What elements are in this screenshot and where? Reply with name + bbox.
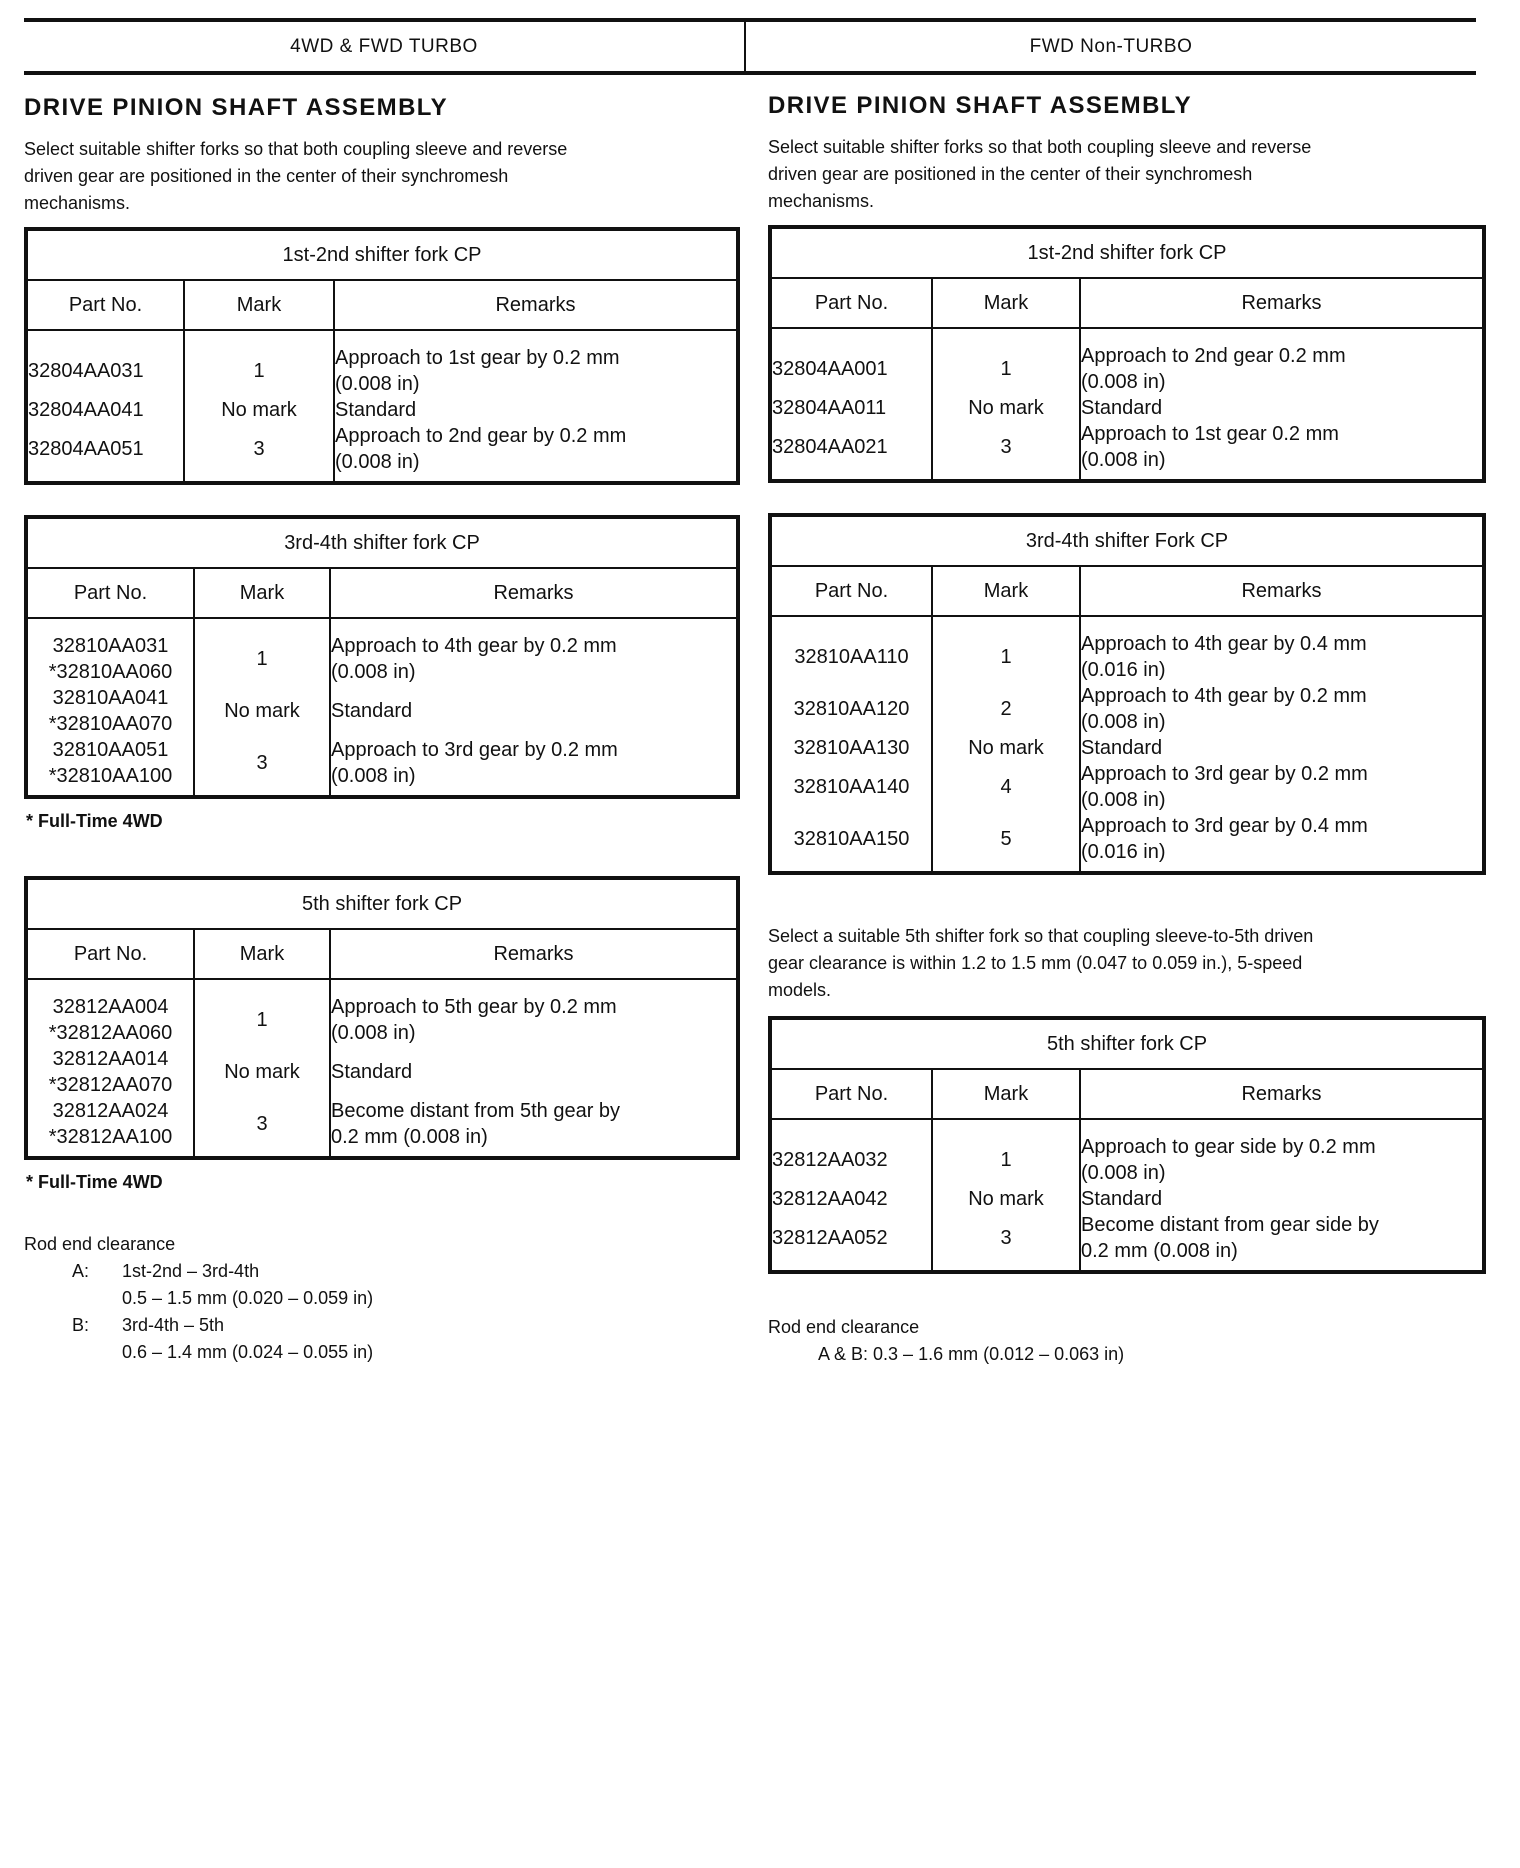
part-number: 32810AA031 xyxy=(52,635,169,657)
table-3rd-4th-shifter-fork xyxy=(768,513,1486,875)
part-number: 32812AA042 xyxy=(772,1188,888,1210)
mark-cell: 5 xyxy=(932,813,1080,873)
select-5th-line: gear clearance is within 1.2 to 1.5 mm (0.047 to 0.059 in.), 5-speed xyxy=(768,953,1303,973)
remarks-cell xyxy=(330,618,738,685)
part-number: 32804AA011 xyxy=(772,397,887,419)
intro-line: Select suitable shifter forks so that both coupling sleeve and reverse xyxy=(768,137,1312,157)
remarks-line: Standard xyxy=(1081,737,1163,759)
table-1st-2nd-shifter-fork xyxy=(768,225,1486,483)
table-row xyxy=(770,421,1484,481)
header-top-rule xyxy=(24,18,1476,22)
column-header-remarks: Remarks xyxy=(1080,278,1484,328)
part-number: 32810AA041 xyxy=(52,687,169,709)
part-number-cell xyxy=(26,618,194,685)
table-3rd-4th-shifter-fork xyxy=(24,515,740,799)
remarks-cell xyxy=(1080,735,1484,761)
table-row xyxy=(770,395,1484,421)
rod-clearance-a-row xyxy=(24,1258,744,1285)
section-title: DRIVE PINION SHAFT ASSEMBLY xyxy=(768,92,1193,119)
column-header-part-no: Part No. xyxy=(26,280,184,330)
column-header-mark: Mark xyxy=(194,929,330,979)
mark-cell: No mark xyxy=(194,685,330,737)
part-number-cell xyxy=(26,397,184,423)
rod-end-clearance-title: Rod end clearance xyxy=(24,1234,176,1254)
intro-line: mechanisms. xyxy=(24,193,131,213)
part-number-cell xyxy=(770,813,932,873)
part-number: 32810AA110 xyxy=(794,646,909,668)
part-number-cell xyxy=(770,761,932,813)
part-number-cell xyxy=(770,683,932,735)
remarks-cell xyxy=(1080,683,1484,735)
table-row xyxy=(770,735,1484,761)
part-number: 32804AA031 xyxy=(28,360,144,382)
part-number: 32804AA001 xyxy=(772,358,888,380)
remarks-line: (0.008 in) xyxy=(1081,449,1166,471)
intro-paragraph xyxy=(768,134,1476,215)
table-caption: 3rd-4th shifter fork CP xyxy=(26,517,738,568)
remarks-cell xyxy=(334,423,738,483)
remarks-cell xyxy=(1080,1212,1484,1272)
remarks-line: Approach to 4th gear by 0.4 mm xyxy=(1081,633,1367,655)
remarks-cell xyxy=(334,330,738,397)
table-row xyxy=(26,1098,738,1158)
remarks-cell xyxy=(1080,1119,1484,1186)
intro-line: driven gear are positioned in the center of their synchromesh xyxy=(768,164,1253,184)
part-number: 32812AA052 xyxy=(772,1227,888,1249)
intro-line: Select suitable shifter forks so that both coupling sleeve and reverse xyxy=(24,139,568,159)
remarks-cell xyxy=(1080,421,1484,481)
remarks-line: Become distant from 5th gear by xyxy=(331,1100,621,1122)
remarks-cell xyxy=(1080,395,1484,421)
remarks-line: (0.008 in) xyxy=(1081,1162,1166,1184)
table-row xyxy=(770,1119,1484,1186)
mark-cell: 3 xyxy=(932,1212,1080,1272)
part-number: 32810AA130 xyxy=(793,737,910,759)
select-5th-paragraph xyxy=(768,923,1476,1004)
part-number-cell xyxy=(26,1098,194,1158)
table-5th-shifter-fork xyxy=(24,876,740,1160)
select-5th-line: models. xyxy=(768,980,832,1000)
table-row xyxy=(770,813,1484,873)
column-header-part-no: Part No. xyxy=(770,278,932,328)
rod-end-clearance-block xyxy=(768,1314,1476,1368)
part-number-cell xyxy=(770,1186,932,1212)
table-row xyxy=(26,397,738,423)
rod-clearance-a-label: A: xyxy=(72,1261,90,1281)
remarks-cell xyxy=(330,1098,738,1158)
part-number: 32810AA120 xyxy=(793,698,910,720)
part-number-cell xyxy=(26,1046,194,1098)
mark-cell: 4 xyxy=(932,761,1080,813)
part-number: 32812AA024 xyxy=(52,1100,169,1122)
mark-cell: 3 xyxy=(194,1098,330,1158)
column-header-right: FWD Non-TURBO xyxy=(1029,36,1193,57)
part-number-full-time-4wd: *32810AA060 xyxy=(48,661,173,683)
mark-cell: 2 xyxy=(932,683,1080,735)
remarks-line: (0.016 in) xyxy=(1081,841,1166,863)
remarks-line: Standard xyxy=(331,700,413,722)
remarks-line: (0.008 in) xyxy=(331,765,416,787)
mark-cell: No mark xyxy=(184,397,334,423)
rod-clearance-b-row xyxy=(24,1312,744,1339)
table-row xyxy=(26,979,738,1046)
column-header-mark: Mark xyxy=(194,568,330,618)
table-row xyxy=(770,328,1484,395)
column-header-remarks: Remarks xyxy=(1080,566,1484,616)
table-row xyxy=(770,1212,1484,1272)
column-header-mark: Mark xyxy=(932,1069,1080,1119)
remarks-cell xyxy=(330,1046,738,1098)
table-caption: 1st-2nd shifter fork CP xyxy=(26,229,738,280)
column-header-remarks: Remarks xyxy=(330,929,738,979)
remarks-line: Standard xyxy=(335,399,417,421)
rod-end-clearance-block xyxy=(24,1231,744,1366)
remarks-line: Approach to 2nd gear by 0.2 mm xyxy=(335,425,627,447)
remarks-cell xyxy=(1080,616,1484,683)
rod-end-clearance-title: Rod end clearance xyxy=(768,1317,920,1337)
column-header-left: 4WD & FWD TURBO xyxy=(290,36,478,57)
mark-cell: 1 xyxy=(932,1119,1080,1186)
left-column xyxy=(24,82,744,1366)
part-number-full-time-4wd: *32812AA100 xyxy=(48,1126,173,1148)
part-number: 32804AA051 xyxy=(28,438,144,460)
table-caption: 5th shifter fork CP xyxy=(26,878,738,929)
column-header-remarks: Remarks xyxy=(1080,1069,1484,1119)
part-number-cell xyxy=(770,1119,932,1186)
rod-clearance-a-value: 0.5 – 1.5 mm (0.020 – 0.059 in) xyxy=(122,1288,374,1308)
table-row xyxy=(26,737,738,797)
rod-clearance-b-value: 0.6 – 1.4 mm (0.024 – 0.055 in) xyxy=(122,1342,374,1362)
remarks-cell xyxy=(334,397,738,423)
column-header-remarks: Remarks xyxy=(330,568,738,618)
part-number-cell xyxy=(26,737,194,797)
part-number: 32810AA140 xyxy=(793,776,910,798)
part-number-cell xyxy=(770,328,932,395)
footnote-full-time-4wd: * Full-Time 4WD xyxy=(26,1172,163,1192)
table-row xyxy=(770,1186,1484,1212)
rod-clearance-b-label: B: xyxy=(72,1315,90,1335)
table-row xyxy=(770,761,1484,813)
part-number-cell xyxy=(770,1212,932,1272)
mark-cell: No mark xyxy=(932,1186,1080,1212)
remarks-line: 0.2 mm (0.008 in) xyxy=(331,1126,488,1148)
remarks-line: Approach to 4th gear by 0.2 mm xyxy=(331,635,617,657)
remarks-line: Approach to 2nd gear 0.2 mm xyxy=(1081,345,1346,367)
remarks-line: (0.008 in) xyxy=(1081,711,1166,733)
intro-line: mechanisms. xyxy=(768,191,875,211)
part-number-full-time-4wd: *32812AA070 xyxy=(48,1074,173,1096)
column-header-part-no: Part No. xyxy=(26,929,194,979)
remarks-line: (0.008 in) xyxy=(1081,371,1166,393)
table-row xyxy=(26,685,738,737)
footnote-full-time-4wd: * Full-Time 4WD xyxy=(26,811,163,831)
remarks-line: (0.008 in) xyxy=(331,661,416,683)
column-header-part-no: Part No. xyxy=(26,568,194,618)
remarks-line: Become distant from gear side by xyxy=(1081,1214,1379,1236)
mark-cell: No mark xyxy=(932,735,1080,761)
part-number-full-time-4wd: *32812AA060 xyxy=(48,1022,173,1044)
remarks-line: (0.008 in) xyxy=(335,373,420,395)
part-number-cell xyxy=(770,616,932,683)
remarks-line: (0.008 in) xyxy=(335,451,420,473)
manual-page xyxy=(24,18,1476,1848)
remarks-line: Approach to gear side by 0.2 mm xyxy=(1081,1136,1376,1158)
part-number: 32812AA032 xyxy=(772,1149,888,1171)
remarks-line: Standard xyxy=(331,1061,413,1083)
column-header-part-no: Part No. xyxy=(770,1069,932,1119)
part-number: 32810AA051 xyxy=(52,739,169,761)
remarks-line: (0.016 in) xyxy=(1081,659,1166,681)
remarks-line: Standard xyxy=(1081,397,1163,419)
remarks-cell xyxy=(1080,761,1484,813)
mark-cell: No mark xyxy=(194,1046,330,1098)
rod-clearance-a-range: 1st-2nd – 3rd-4th xyxy=(122,1261,260,1281)
table-row xyxy=(770,683,1484,735)
column-header-mark: Mark xyxy=(932,278,1080,328)
remarks-line: Standard xyxy=(1081,1188,1163,1210)
table-row xyxy=(26,330,738,397)
mark-cell: 3 xyxy=(932,421,1080,481)
part-number-cell xyxy=(26,423,184,483)
rod-clearance-b-range: 3rd-4th – 5th xyxy=(122,1315,225,1335)
header-bottom-rule xyxy=(24,71,1476,75)
remarks-line: (0.008 in) xyxy=(1081,789,1166,811)
remarks-line: Approach to 1st gear 0.2 mm xyxy=(1081,423,1339,445)
remarks-cell xyxy=(330,685,738,737)
mark-cell: 1 xyxy=(932,328,1080,395)
part-number-full-time-4wd: *32810AA100 xyxy=(48,765,173,787)
part-number-cell xyxy=(26,979,194,1046)
remarks-cell xyxy=(330,737,738,797)
part-number-cell xyxy=(26,685,194,737)
column-header-remarks: Remarks xyxy=(334,280,738,330)
mark-cell: 3 xyxy=(184,423,334,483)
mark-cell: No mark xyxy=(932,395,1080,421)
remarks-cell xyxy=(1080,813,1484,873)
intro-paragraph xyxy=(24,136,744,217)
remarks-line: Approach to 4th gear by 0.2 mm xyxy=(1081,685,1367,707)
part-number: 32804AA021 xyxy=(772,436,888,458)
right-column xyxy=(768,82,1476,1368)
remarks-cell xyxy=(1080,328,1484,395)
table-caption: 5th shifter fork CP xyxy=(770,1018,1484,1069)
rod-clearance-ab-value: A & B: 0.3 – 1.6 mm (0.012 – 0.063 in) xyxy=(818,1344,1125,1364)
column-header-mark: Mark xyxy=(184,280,334,330)
section-title: DRIVE PINION SHAFT ASSEMBLY xyxy=(24,94,449,121)
mark-cell: 1 xyxy=(194,979,330,1046)
table-5th-shifter-fork xyxy=(768,1016,1486,1274)
part-number-cell xyxy=(26,330,184,397)
table-row xyxy=(770,616,1484,683)
intro-line: driven gear are positioned in the center of their synchromesh xyxy=(24,166,509,186)
table-row xyxy=(26,1046,738,1098)
remarks-line: Approach to 3rd gear by 0.4 mm xyxy=(1081,815,1368,837)
table-row xyxy=(26,618,738,685)
mark-cell: 1 xyxy=(194,618,330,685)
remarks-line: Approach to 3rd gear by 0.2 mm xyxy=(331,739,618,761)
remarks-line: Approach to 5th gear by 0.2 mm xyxy=(331,996,617,1018)
select-5th-line: Select a suitable 5th shifter fork so that coupling sleeve-to-5th driven xyxy=(768,926,1314,946)
remarks-line: Approach to 1st gear by 0.2 mm xyxy=(335,347,620,369)
part-number: 32812AA004 xyxy=(52,996,169,1018)
mark-cell: 3 xyxy=(194,737,330,797)
mark-cell: 1 xyxy=(184,330,334,397)
table-1st-2nd-shifter-fork xyxy=(24,227,740,485)
mark-cell: 1 xyxy=(932,616,1080,683)
table-caption: 1st-2nd shifter fork CP xyxy=(770,227,1484,278)
remarks-line: (0.008 in) xyxy=(331,1022,416,1044)
table-caption: 3rd-4th shifter Fork CP xyxy=(770,515,1484,566)
column-header-part-no: Part No. xyxy=(770,566,932,616)
remarks-cell xyxy=(330,979,738,1046)
part-number-full-time-4wd: *32810AA070 xyxy=(48,713,173,735)
remarks-line: 0.2 mm (0.008 in) xyxy=(1081,1240,1238,1262)
part-number: 32804AA041 xyxy=(28,399,144,421)
part-number-cell xyxy=(770,421,932,481)
part-number: 32812AA014 xyxy=(52,1048,169,1070)
column-header-mark: Mark xyxy=(932,566,1080,616)
table-row xyxy=(26,423,738,483)
part-number: 32810AA150 xyxy=(793,828,910,850)
part-number-cell xyxy=(770,735,932,761)
part-number-cell xyxy=(770,395,932,421)
remarks-cell xyxy=(1080,1186,1484,1212)
remarks-line: Approach to 3rd gear by 0.2 mm xyxy=(1081,763,1368,785)
